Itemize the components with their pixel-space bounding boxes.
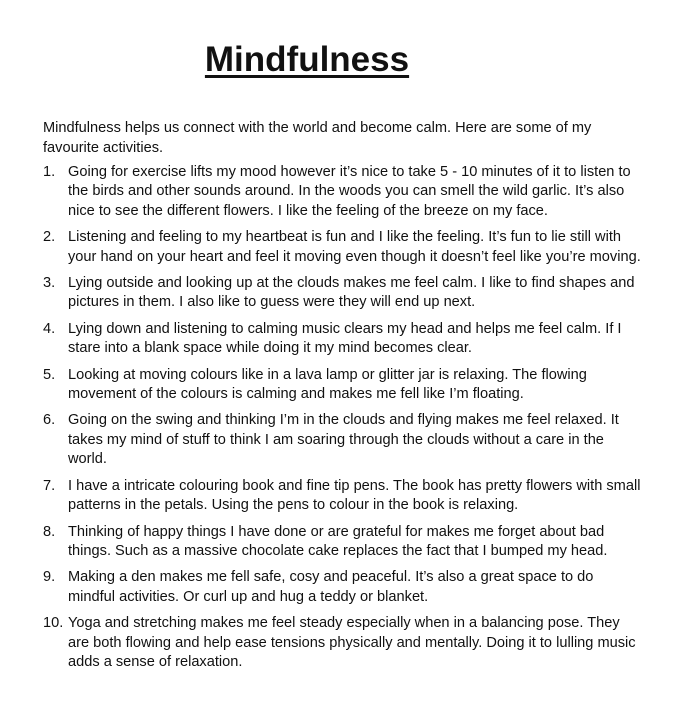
list-item-number: 6. [43,412,56,429]
list-item-number: 8. [43,523,56,540]
list-item-text: Going on the swing and thinking I’m in the clouds and flying makes me feel relaxed. It takes my mind of stuff to think I am soaring through the clouds without a care in the world. [68,412,619,468]
list-item-text: Yoga and stretching makes me feel steady especially when in a balancing pose. They are both flowing and help ease tensions physically and mentally. Doing it to lulling music adds a sense of relaxation. [68,615,636,670]
list-item-text: Thinking of happy things I have done or are grateful for makes me forget about bad things. Such as a massive chocolate cake replaces the fact that I bumped my head. [68,523,608,559]
list-item-number: 2. [43,229,56,246]
list-item [43,568,643,607]
list-item [43,411,643,469]
list-item-text: Listening and feeling to my heartbeat is fun and I like the feeling. It’s fun to lie still with your hand on your heart and feel it moving even though it doesn’t feel like you’re moving. [68,229,641,265]
list-item-number: 7. [43,477,56,494]
list-item-text: Making a den makes me fell safe, cosy and peaceful. It’s also a great space to do mindful activities. Or curl up and hug a teddy or blanket. [68,569,594,605]
list-item [43,274,643,313]
list-item [43,523,643,562]
intro-paragraph: Mindfulness helps us connect with the world and become calm. Here are some of my favourite activities. [43,120,592,156]
page-title: Mindfulness [204,40,410,79]
list-item-number: 10. [43,615,64,632]
list-item [43,477,643,516]
list-item-number: 1. [43,164,56,180]
list-item-text: Looking at moving colours like in a lava lamp or glitter jar is relaxing. The flowing movement of the colours is calming and makes me fell like I’m floating. [68,366,587,403]
list-item-text: I have a intricate colouring book and fine tip pens. The book has pretty flowers with small patterns in the petals. Using the pens to colour in the book is relaxing. [68,477,641,514]
list-item-number: 5. [43,366,56,383]
list-item [43,614,643,672]
list-item [43,320,643,359]
list-item [43,366,643,405]
list-item-text: Lying outside and looking up at the clouds makes me feel calm. I like to find shapes and pictures in them. I also like to guess were they will end up next. [68,275,635,311]
list-item-number: 4. [43,320,56,337]
list-item [43,163,643,221]
list-item-text: Going for exercise lifts my mood however it’s nice to take 5 - 10 minutes of it to listen to the birds and other sounds around. In the woods you can smell the wild garlic. It’s also nice to see the different flowers. I like the feeling of the breeze on my face. [68,164,631,219]
list-item-text: Lying down and listening to calming music clears my head and helps me feel calm. If I stare into a blank space while doing it my mind becomes clear. [68,320,622,357]
activity-list [43,163,643,679]
list-item-number: 3. [43,275,56,292]
list-item-number: 9. [43,569,56,586]
list-item [43,228,643,267]
